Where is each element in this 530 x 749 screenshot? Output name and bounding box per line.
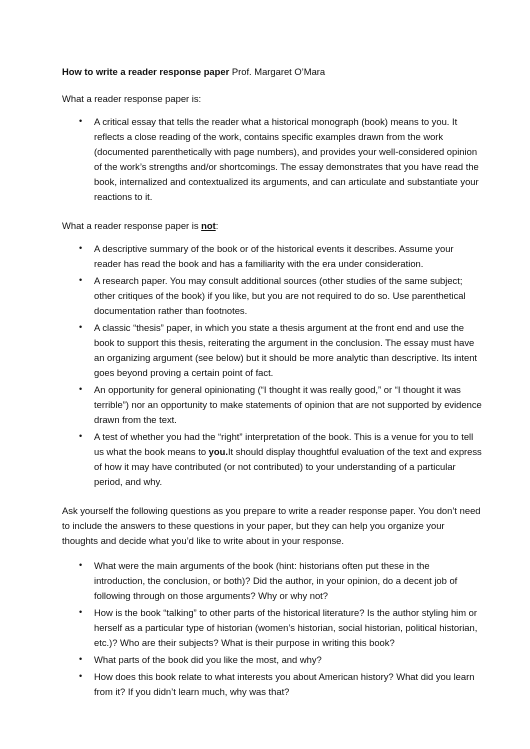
document-title: How to write a reader response paper	[62, 66, 230, 77]
list-item: • How does this book relate to what interests you about American history? What did you learn from it? If you didn’t learn much, why was that?	[79, 671, 475, 697]
document-header	[62, 64, 482, 79]
not-section-intro: What a reader response paper is not:	[62, 220, 219, 231]
list-item: • A critical essay that tells the reader what a historical monograph (book) means to you. It reflects a close reading of the work, contains specific examples drawn from the work (documented parenthetically with page numbers), and provides your well-considered opinion of the work’s strengths and/or shortcomings. The essay demonstrates that you have read the book, internalized and contextualized its arguments, and can articulate and substantiate your reactions to it.	[79, 116, 479, 202]
questions-intro: Ask yourself the following questions as you prepare to write a reader response paper. You don’t need to include the answers to these questions in your paper, but they can help you organize your thoughts and decide what you’d like to write about in your response.	[62, 505, 481, 546]
author-name: Prof. Margaret O’Mara	[231, 66, 326, 77]
list-item: • What were the main arguments of the book (hint: historians often put these in the introduction, the conclusion, or both)? Did the author, in your opinion, do a decent job of following through on those arguments? Why or why not?	[79, 560, 458, 601]
bullet-icon: •	[79, 607, 83, 617]
bullet-icon: •	[79, 322, 83, 332]
list-item: • A test of whether you had the “right” interpretation of the book. This is a venue for you to tell us what the book means to you.It should display thoughtful evaluation of the text and express of how it may have contributed (or not contributed) to your understanding of a particular period, and why.	[79, 431, 482, 487]
bullet-icon: •	[79, 384, 83, 394]
is-section-intro: What a reader response paper is:	[62, 93, 202, 104]
list-item: • What parts of the book did you like the most, and why?	[79, 654, 322, 665]
list-item: • An opportunity for general opinionating (“I thought it was really good,” or “I thought it was terrible”) nor an opportunity to make statements of opinion that are not supported by evidence drawn from the text.	[79, 384, 482, 425]
not-emphasis: not	[201, 220, 216, 231]
list-item: • A classic “thesis” paper, in which you state a thesis argument at the front end and use the book to support this thesis, reiterating the argument in the conclusion. The essay must have an organizing argument (see below) but it should be more analytic than descriptive. Its intent goes beyond proving a certain point of fact.	[79, 322, 478, 378]
list-item: • A descriptive summary of the book or of the historical events it describes. Assume your reader has read the book and has a familiarity with the era under consideration.	[79, 243, 454, 269]
bullet-icon: •	[79, 671, 83, 681]
bullet-icon: •	[79, 275, 83, 285]
bullet-icon: •	[79, 560, 83, 570]
questions-list	[62, 558, 482, 699]
you-emphasis: you.	[208, 446, 228, 457]
bullet-icon: •	[79, 431, 83, 441]
not-section-list	[62, 241, 482, 489]
list-item: • How is the book “talking” to other parts of the historical literature? Is the author styling him or herself as a particular type of historian (women’s historian, social historian, political historian, etc.)? Who are their subjects? What is their purpose in writing this book?	[79, 607, 478, 648]
list-item: • A research paper. You may consult additional sources (other studies of the same subject; other critiques of the book) if you like, but you are not required to do so. Use parenthetical documentation rather than footnotes.	[79, 275, 466, 316]
is-section-list	[62, 114, 482, 204]
bullet-icon: •	[79, 243, 83, 253]
bullet-icon: •	[79, 654, 83, 664]
bullet-icon: •	[79, 116, 83, 126]
